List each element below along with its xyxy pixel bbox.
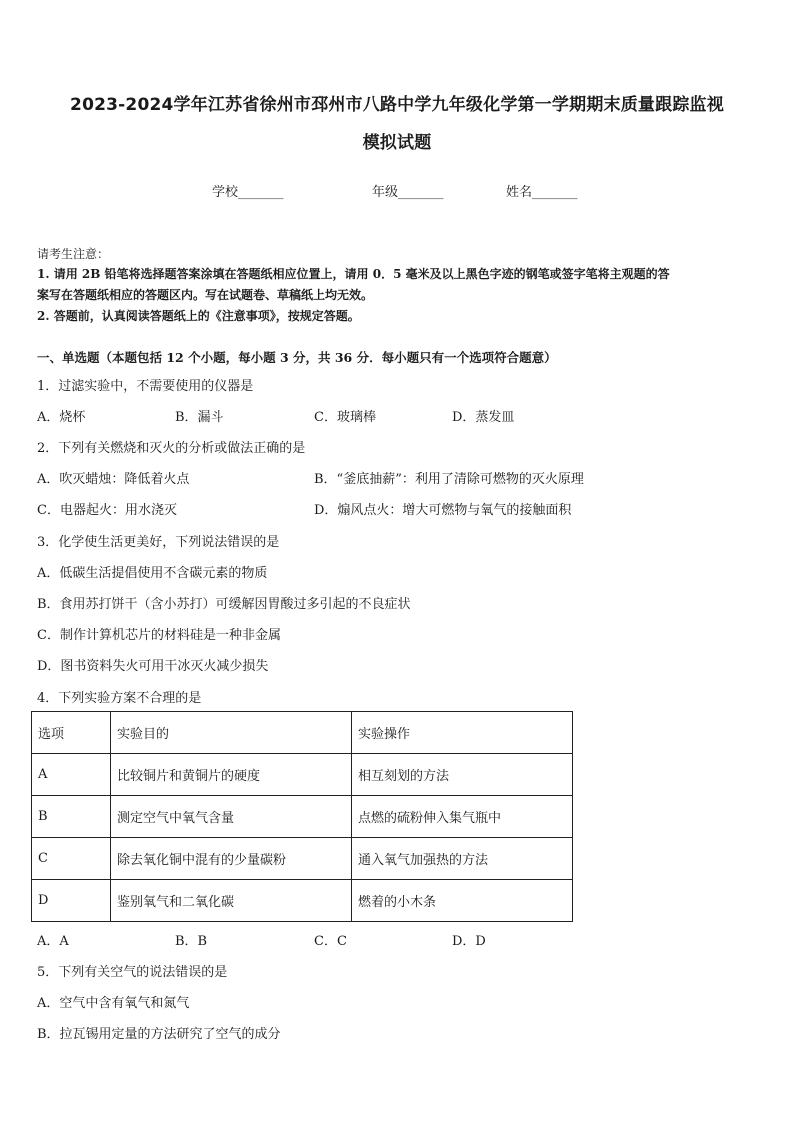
q5-option-b: B．拉瓦锡用定量的方法研究了空气的成分: [37, 1027, 281, 1042]
q3-option-a: A．低碳生活提倡使用不含碳元素的物质: [37, 566, 268, 581]
table-cell: 通入氧气加强热的方法: [352, 838, 573, 880]
table-cell: 鉴别氧气和二氧化碳: [111, 880, 352, 922]
question-4-stem: 4．下列实验方案不合理的是: [37, 691, 202, 706]
q5-option-a: A．空气中含有氧气和氮气: [37, 996, 190, 1011]
table-cell: 比较铜片和黄铜片的硬度: [111, 754, 352, 796]
table-cell: 相互刻划的方法: [352, 754, 573, 796]
q3-option-b: B．食用苏打饼干（含小苏打）可缓解因胃酸过多引起的不良症状: [37, 597, 411, 612]
q4-option-d: D．D: [452, 934, 486, 949]
table-row: [32, 838, 573, 880]
q1-option-b: B．漏斗: [175, 410, 224, 425]
table-header-cell: 实验目的: [111, 712, 352, 754]
q2-option-b: B．“釜底抽薪”：利用了清除可燃物的灭火原理: [314, 472, 584, 487]
q4-option-c: C．C: [314, 934, 347, 949]
table-cell: C: [32, 838, 111, 880]
table-header-cell: 选项: [32, 712, 111, 754]
notice-item1-line2: 案写在答题纸相应的答题区内。写在试题卷、草稿纸上均无效。: [37, 288, 374, 302]
name-field: 姓名_______: [506, 185, 578, 200]
q4-option-a: A．A: [37, 934, 69, 949]
notice-item2: 2. 答题前，认真阅读答题纸上的《注意事项》，按规定答题。: [37, 309, 360, 323]
table-cell: 测定空气中氧气含量: [111, 796, 352, 838]
notice-item1-line1: 1. 请用 2B 铅笔将选择题答案涂填在答题纸相应位置上，请用 0．5 毫米及以上黑色字迹的钢笔或签字笔将主观题的答: [37, 267, 670, 281]
notice-heading: 请考生注意：: [37, 247, 110, 261]
q3-option-c: C．制作计算机芯片的材料硅是一种非金属: [37, 628, 281, 643]
q1-option-c: C．玻璃棒: [314, 410, 376, 425]
table-cell: 点燃的硫粉伸入集气瓶中: [352, 796, 573, 838]
question-3-stem: 3．化学使生活更美好，下列说法错误的是: [37, 535, 280, 550]
table-cell: 燃着的小木条: [352, 880, 573, 922]
q2-option-c: C．电器起火：用水浇灭: [37, 503, 177, 518]
exam-title-line2: 模拟试题: [362, 133, 432, 153]
q4-option-b: B．B: [175, 934, 208, 949]
q2-option-a: A．吹灭蜡烛：降低着火点: [37, 472, 190, 487]
table-cell: A: [32, 754, 111, 796]
table-header-row: [32, 712, 573, 754]
table-header-cell: 实验操作: [352, 712, 573, 754]
exam-title-line1: 2023-2024学年江苏省徐州市邳州市八路中学九年级化学第一学期期末质量跟踪监视: [70, 95, 724, 115]
question-5-stem: 5．下列有关空气的说法错误的是: [37, 965, 228, 980]
section-heading: 一、单选题（本题包括 12 个小题，每小题 3 分，共 36 分．每小题只有一个选项符合题意）: [37, 350, 557, 365]
table-cell: D: [32, 880, 111, 922]
q1-option-a: A．烧杯: [37, 410, 86, 425]
table-row: [32, 796, 573, 838]
grade-field: 年级_______: [372, 185, 444, 200]
table-cell: 除去氧化铜中混有的少量碳粉: [111, 838, 352, 880]
q3-option-d: D．图书资料失火可用干冰灭火减少损失: [37, 659, 269, 674]
q4-table: [31, 711, 573, 922]
table-row: [32, 754, 573, 796]
table-cell: B: [32, 796, 111, 838]
q1-option-d: D．蒸发皿: [452, 410, 515, 425]
question-1-stem: 1．过滤实验中，不需要使用的仪器是: [37, 379, 254, 394]
question-2-stem: 2．下列有关燃烧和灭火的分析或做法正确的是: [37, 441, 306, 456]
school-field: 学校_______: [212, 185, 284, 200]
q2-option-d: D．煽风点火：增大可燃物与氧气的接触面积: [314, 503, 572, 518]
table-row: [32, 880, 573, 922]
